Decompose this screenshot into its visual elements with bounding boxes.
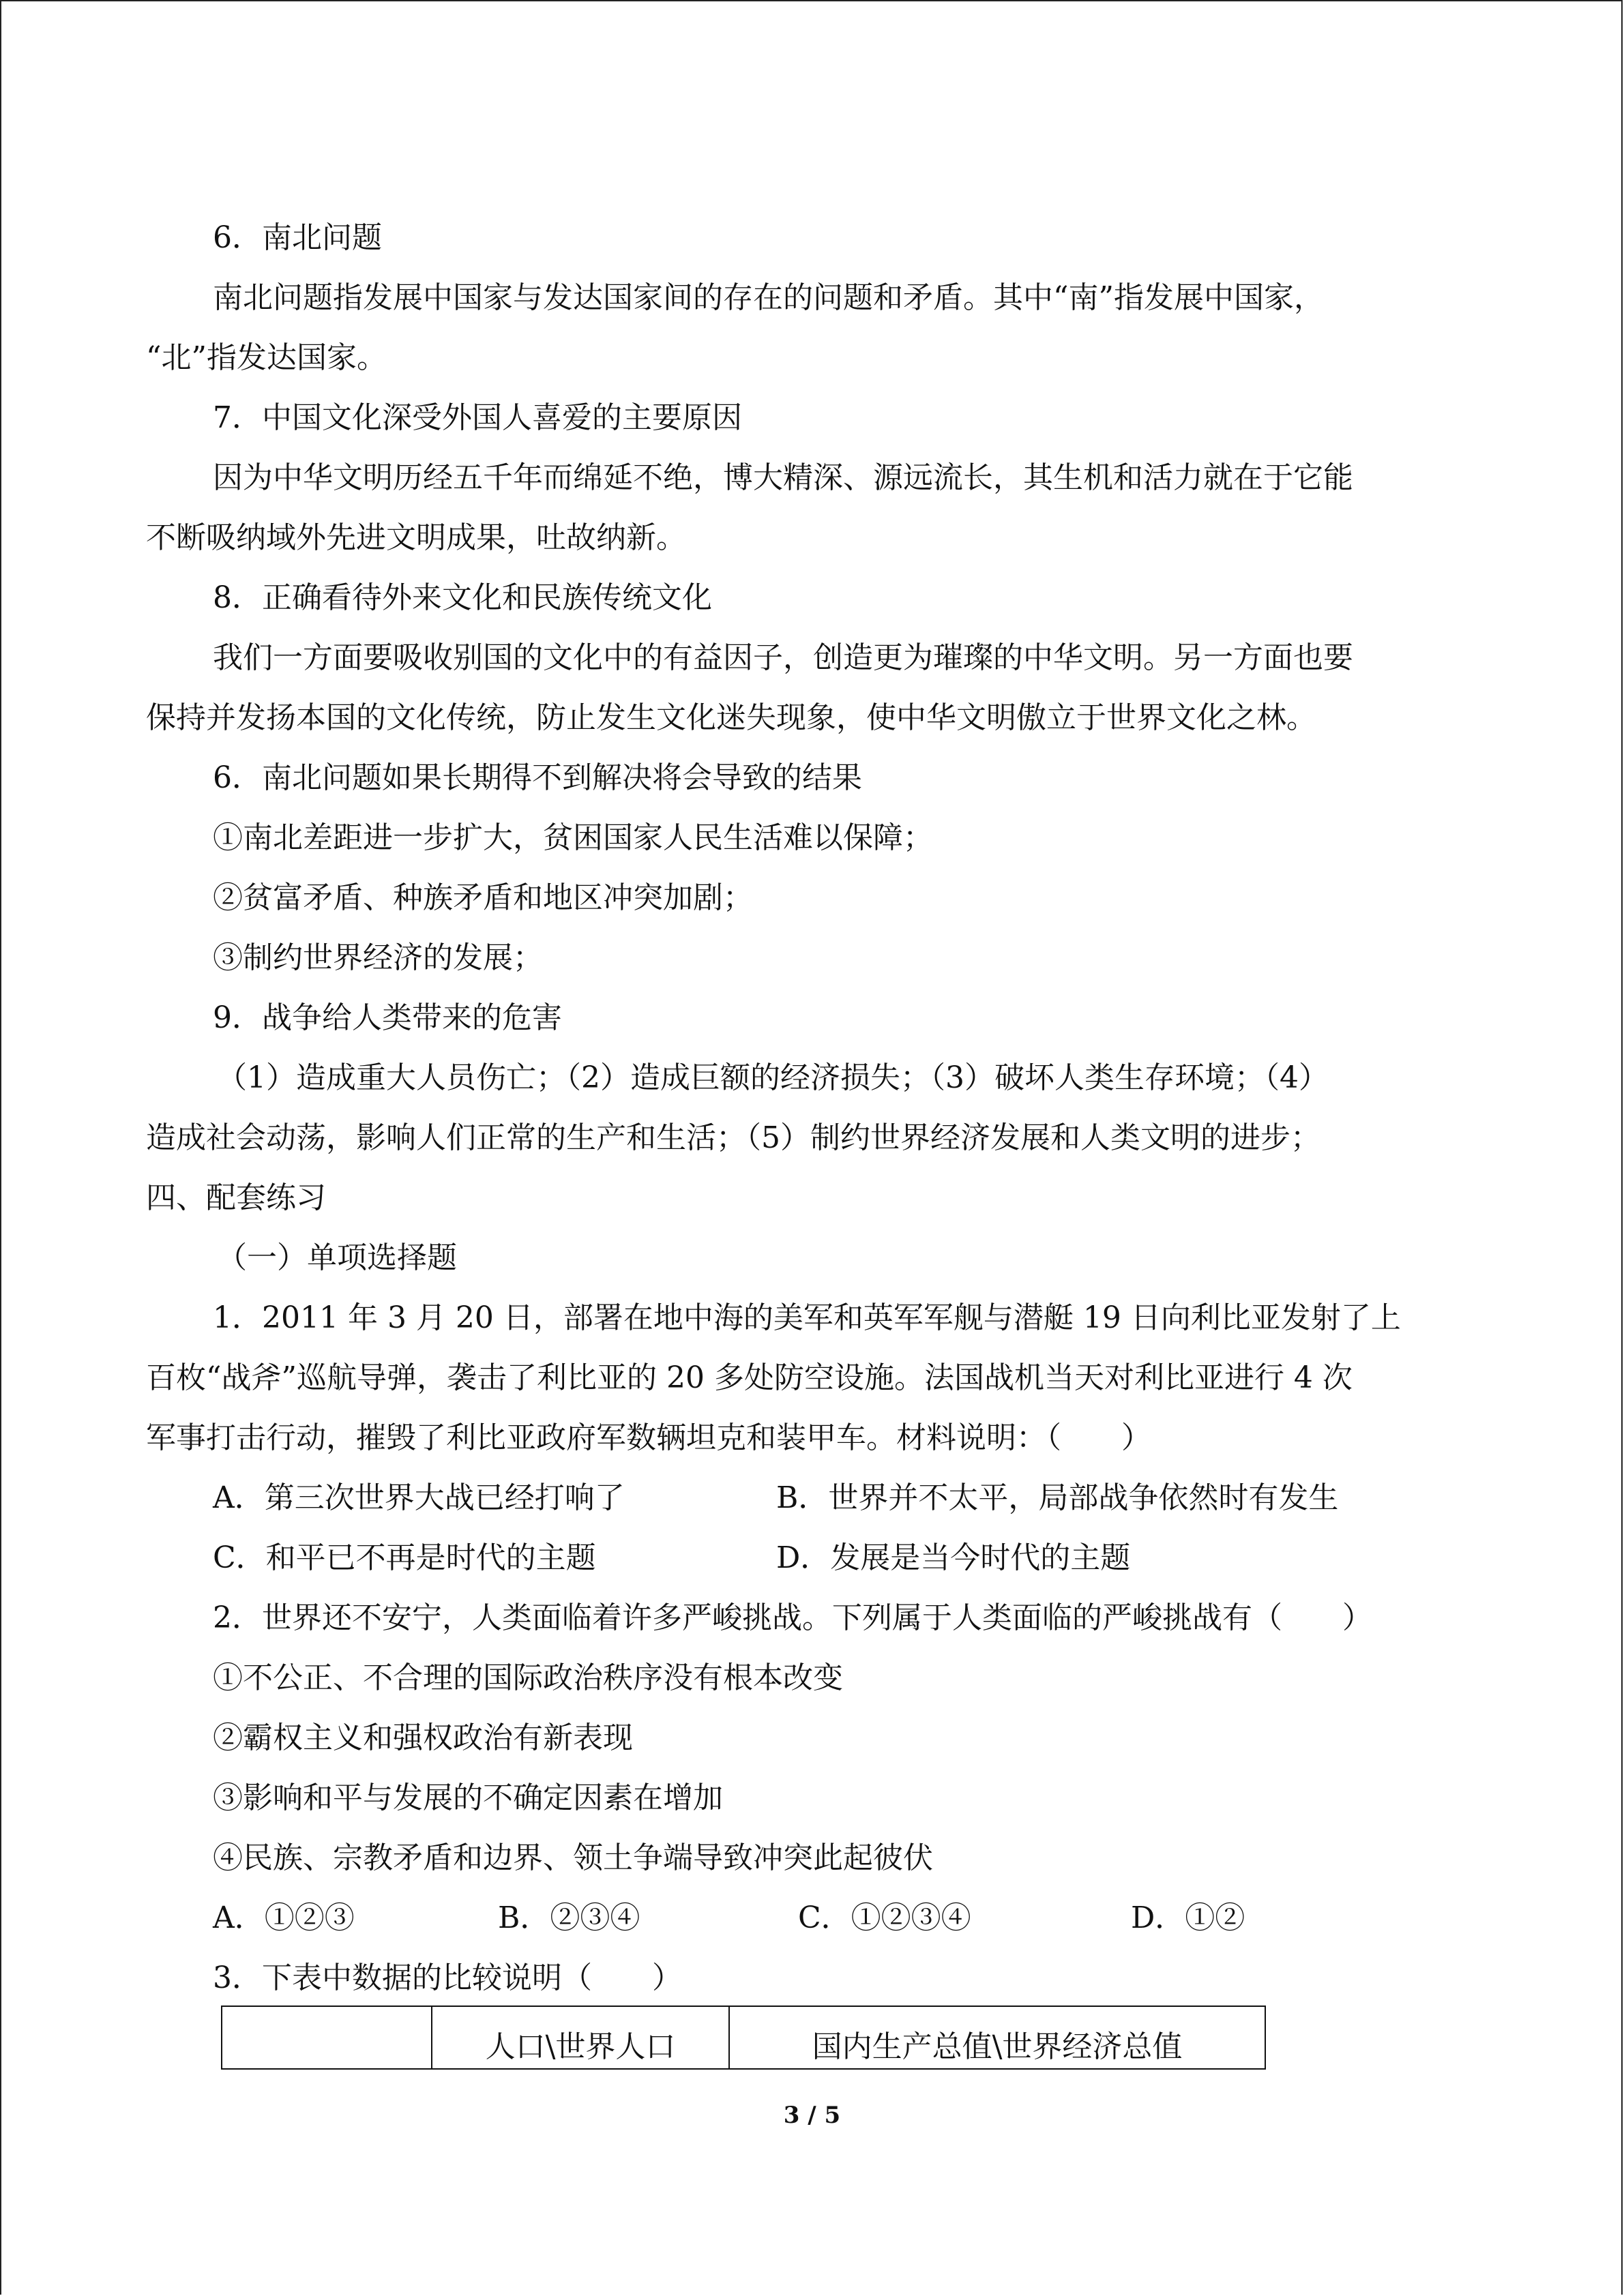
paragraph-line: 造成社会动荡，影响人们正常的生产和生活；（5）制约世界经济发展和人类文明的进步； (146, 1120, 1320, 1155)
practice-heading: 四、配套练习 (146, 1180, 326, 1215)
option-d: D．①② (1131, 1900, 1245, 1935)
question-3-stem: 3．下表中数据的比较说明（ ） (213, 1960, 682, 1995)
list-item: ①不公正、不合理的国际政治秩序没有根本改变 (213, 1660, 843, 1695)
table-header-cell: 国内生产总值\世界经济总值 (729, 2006, 1265, 2069)
data-table (221, 2006, 1266, 2070)
option-b: B．世界并不太平，局部战争依然时有发生 (776, 1480, 1339, 1515)
list-item: ②贫富矛盾、种族矛盾和地区冲突加剧； (213, 880, 753, 915)
question-1-stem: 军事打击行动，摧毁了利比亚政府军数辆坦克和装甲车。材料说明：（ ） (146, 1420, 1151, 1455)
list-item: ②霸权主义和强权政治有新表现 (213, 1720, 633, 1755)
question-1-options-row (146, 1468, 1476, 1528)
section-title: 9．战争给人类带来的危害 (213, 1000, 562, 1035)
option-d: D．发展是当今时代的主题 (776, 1540, 1131, 1575)
option-a: A．①②③ (213, 1900, 355, 1935)
paragraph-line: 不断吸纳域外先进文明成果，吐故纳新。 (146, 520, 686, 555)
list-item: ④民族、宗教矛盾和边界、领土争端导致冲突此起彼伏 (213, 1840, 933, 1875)
option-a: A．第三次世界大战已经打响了 (213, 1480, 625, 1515)
question-1-stem: 百枚“战斧”巡航导弹，袭击了利比亚的 20 多处防空设施。法国战机当天对利比亚进行 4 次 (146, 1360, 1353, 1395)
paragraph-line: （1）造成重大人员伤亡；（2）造成巨额的经济损失；（3）破坏人类生存环境；（4） (217, 1060, 1329, 1095)
question-1-options-row (146, 1528, 1476, 1588)
list-item: ③制约世界经济的发展； (213, 940, 543, 975)
paragraph-line: 我们一方面要吸收别国的文化中的有益因子，创造更为璀璨的中华文明。另一方面也要 (213, 640, 1353, 675)
option-c: C．①②③④ (798, 1900, 971, 1935)
paragraph-line: 南北问题指发展中国家与发达国家间的存在的问题和矛盾。其中“南”指发展中国家， (213, 280, 1324, 315)
paragraph-line: 因为中华文明历经五千年而绵延不绝，博大精深、源远流长，其生机和活力就在于它能 (213, 460, 1353, 495)
practice-subheading: （一）单项选择题 (217, 1240, 457, 1275)
section-title: 8．正确看待外来文化和民族传统文化 (213, 580, 712, 615)
option-c: C．和平已不再是时代的主题 (213, 1540, 596, 1575)
section-title: 7．中国文化深受外国人喜爱的主要原因 (213, 400, 742, 435)
question-2-options-row (146, 1888, 1476, 1948)
table-header-cell: 人口\世界人口 (432, 2006, 729, 2069)
table-row (222, 2006, 1265, 2069)
list-item: ①南北差距进一步扩大，贫困国家人民生活难以保障； (213, 820, 933, 855)
list-item: ③影响和平与发展的不确定因素在增加 (213, 1780, 723, 1815)
paragraph-line: “北”指发达国家。 (146, 340, 387, 375)
paragraph-line: 保持并发扬本国的文化传统，防止发生文化迷失现象，使中华文明傲立于世界文化之林。 (146, 700, 1316, 735)
document-body (146, 208, 1476, 2008)
section-title: 6．南北问题如果长期得不到解决将会导致的结果 (213, 760, 862, 795)
section-title: 6．南北问题 (213, 220, 382, 255)
question-1-stem: 1．2011 年 3 月 20 日，部署在地中海的美军和英军军舰与潜艇 19 日向利比亚发射了上 (213, 1300, 1401, 1335)
table-header-cell (222, 2006, 432, 2069)
option-b: B．②③④ (498, 1900, 640, 1935)
question-2-stem: 2．世界还不安宁，人类面临着许多严峻挑战。下列属于人类面临的严峻挑战有（ ） (213, 1600, 1372, 1635)
page-number: 3 / 5 (783, 2102, 841, 2129)
